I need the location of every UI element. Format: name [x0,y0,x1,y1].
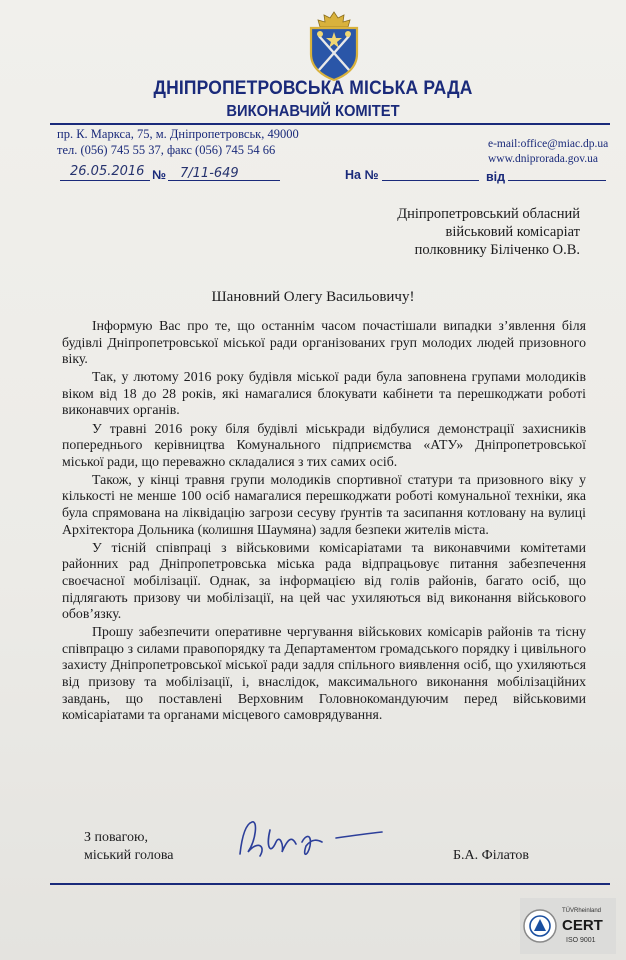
reference-number-label: На № [345,168,379,182]
postal-address: пр. К. Маркса, 75, м. Дніпропетровськ, 49000 [57,127,299,141]
closing-block [84,829,173,865]
phone-fax: тел. (056) 745 55 37, факс (056) 745 54 66 [57,143,276,157]
body-paragraph: Інформую Вас про те, що останнім часом почастішали випадки з’явлення біля будівлі Дніпропетровської міської ради організованих груп молодих людей призовного віку. [62,318,586,367]
body-paragraph: Прошу забезпечити оперативне чергування військових комісарів районів та тісну співпрацю з силами правопорядку та Департаментом громадського порядку і цивільного захисту Дніпропетровської міської ради задля спільного виявлення осіб, що ухиляються від призову та мобілізації, і, внаслідок, максимального виконання мобілізаційних завдань, що поставлені Верховним Головнокомандуючим перед військовими комісаріатами та органами місцевого самоврядування. [62,624,586,723]
recipient-line-3: полковнику Біліченко О.В. [414,242,580,258]
contact-block [488,137,608,167]
letter-body [62,318,586,725]
outgoing-number-label: № [152,168,166,182]
number-underline [168,180,280,181]
date-underline [60,180,150,181]
signer-name: Б.А. Філатов [453,848,529,863]
footer-divider [50,883,610,885]
address-block [57,126,299,158]
recipient-block [397,205,580,259]
recipient-line-2: військовий комісаріат [445,224,580,240]
outgoing-date: 26.05.2016 [70,164,145,179]
body-paragraph: Також, у кінці травня групи молодиків спортивної статури та призовного віку у кількості не менше 100 осіб намагалися перешкоджати роботі комунальної техніки, яка була спрямована на ліквідацію загрози сесуву ґрунтів та засипання котловану на вулиці Архітектора Дольника (колишня Шаумяна) задля безпеки жителів міста. [62,471,586,537]
outgoing-number: 7/11-649 [180,166,239,181]
organization-title: ДНІПРОПЕТРОВСЬКА МІСЬКА РАДА [153,78,473,99]
body-paragraph: У травні 2016 року біля будівлі міськради відбулися демонстрації захисників попереднього керівництва Комунального підприємства «АТУ» Дніпропетровської міської ради, що переважно складалися з тих самих осіб. [62,420,586,469]
header-divider [50,123,610,125]
city-coat-of-arms-icon [305,10,363,82]
cert-label: CERT [562,917,603,934]
body-paragraph: Так, у лютому 2016 року будівля міської ради була заповнена групами молодиків віком від 18 до 28 років, які намагалися блокувати кабінети та перешкоджати роботі виконавчих органів. [62,369,586,418]
signer-title: міський голова [84,848,174,863]
cert-brand: TÜVRheinland [562,908,602,914]
certification-badge [520,898,616,954]
organization-subtitle: ВИКОНАВЧИЙ КОМІТЕТ [226,103,400,120]
reference-date-label: від [486,170,506,184]
body-paragraph: У тісній співпраці з військовими комісаріатами та виконавчими комітетами районних рад Дніпропетровська міська рада відпрацьовує питання забезпечення своєчасної мобілізації. Однак, за інформацією від голів районів, багато осіб, що підлягають призову чи мобілізації, на цей час ухиляються від виконання військового обов’язку. [62,539,586,622]
closing-regards: З повагою, [84,830,148,845]
email-address: e-mail:office@miac.dp.ua [488,138,609,150]
recipient-line-1: Дніпропетровський обласний [397,206,580,222]
handwritten-signature [232,816,402,864]
cert-standard: ISO 9001 [566,937,596,944]
reference-date-line [508,180,606,181]
salutation: Шановний Олегу Васильовичу! [211,289,415,305]
reference-number-line [382,180,479,181]
website: www.dniprorada.gov.ua [488,153,598,165]
